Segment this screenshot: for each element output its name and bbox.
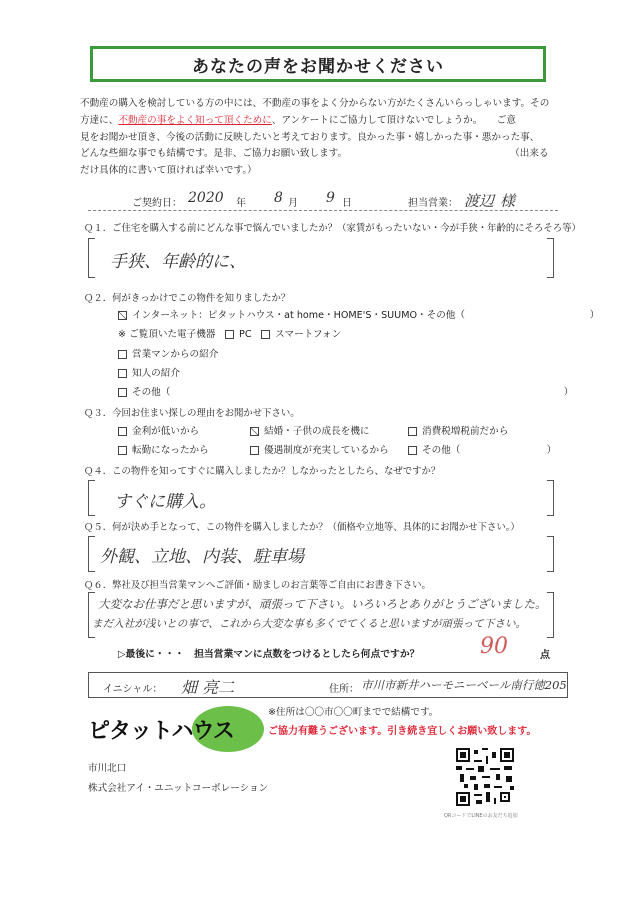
address-value: 市川市新井ハーモニーベール南行徳205	[361, 678, 567, 692]
qr-code-icon[interactable]	[456, 748, 514, 806]
q2-option-sales	[118, 346, 218, 360]
contract-day: 9	[326, 190, 335, 206]
q5-question: Ｑ５．何が決め手となって、この物件を購入しましたか？（価格や立地等、具体的にお聞かせ下さい。）	[84, 522, 520, 533]
q6-answer-line-1: 大変なお仕事だと思いますが、頑張って下さい。いろいろとありがとうございました。	[98, 597, 547, 611]
q3-option-tax	[408, 423, 508, 437]
initial-value: 畑 亮二	[181, 678, 235, 697]
score-value: 90	[480, 634, 508, 659]
score-unit: 点	[540, 650, 550, 661]
q2-question: Ｑ２．何がきっかけでこの物件を知りましたか？	[84, 293, 291, 304]
q1-answer-box	[88, 238, 554, 278]
staff-suffix: 様	[500, 192, 516, 210]
contract-year: 2020	[188, 190, 224, 206]
q6-question: Ｑ６．弊社及び担当営業マンへご評価・励ましのお言葉等ご自由にお書き下さい。	[84, 580, 431, 591]
intro-text	[80, 96, 570, 180]
intro-line-4: どんな些細な事でも結構です。是非、ご協力お願い致します。 （出来る	[80, 148, 549, 160]
q3-option-transfer	[118, 442, 209, 456]
q2-option-internet	[118, 307, 599, 321]
q3-option-marriage	[250, 423, 370, 437]
q3-question: Ｑ３．今回お住まい探しの理由をお聞かせ下さい。	[84, 408, 300, 419]
q2-device-label: ※ ご覧頂いた電子機器	[118, 329, 216, 340]
checkbox-icon	[408, 446, 417, 455]
contract-month: 8	[274, 190, 283, 206]
intro-line-2a: 方達に、	[80, 114, 119, 126]
q2-friend-label: 知人の紹介	[132, 368, 180, 379]
q3-option-benefit	[250, 442, 389, 456]
checkbox-icon	[408, 427, 417, 436]
q3-transfer-label: 転勤になったから	[132, 445, 209, 456]
q3-tax-label: 消費税増税前だから	[422, 426, 509, 437]
qr-caption: QRコードでLINEのお友だち追加	[444, 813, 518, 819]
intro-line-2b: 、アンケートにご協力して頂けないでしょうか。 ご意	[271, 114, 516, 126]
initial-label: イニシャル：	[103, 684, 163, 695]
q4-answer-box	[88, 480, 554, 516]
q5-answer: 外観、立地、内装、駐車場	[100, 547, 304, 567]
q2-device-row	[118, 326, 341, 340]
contract-date-label: ご契約日：	[132, 198, 182, 209]
checkbox-icon	[118, 369, 127, 378]
address-label: 住所：	[329, 684, 359, 695]
day-unit: 日	[342, 198, 352, 209]
score-label: ▷最後に・・・ 担当営業マンに点数をつけるとしたら何点ですか？	[118, 649, 420, 660]
company-name: 株式会社アイ・ユニットコーポレーション	[88, 783, 269, 794]
staff-name: 渡辺	[464, 192, 495, 210]
address-note: ※住所は〇〇市〇〇町までで結構です。	[268, 707, 439, 718]
checkbox-icon	[250, 446, 259, 455]
q2-sales-label: 営業マンからの紹介	[132, 349, 219, 360]
checkbox-checked-icon	[118, 311, 127, 320]
initial-address-box	[88, 672, 568, 698]
q3-rate-label: 金利が低いから	[132, 426, 200, 437]
q2-pc-label: PC	[239, 329, 252, 340]
q3-option-other	[408, 442, 556, 456]
year-unit: 年	[236, 198, 246, 209]
q2-internet-label: インターネット：ピタットハウス・at home・HOME'S・SUUMO・その他（ ）	[132, 310, 600, 321]
checkbox-icon	[118, 388, 127, 397]
checkbox-icon	[118, 350, 127, 359]
staff-label: 担当営業：	[408, 198, 458, 209]
q1-question: Ｑ１．ご住宅を購入する前にどんな事で悩んでいましたか？（家賃がもったいない・今が手狭・年齢的にそろそろ等）	[84, 223, 581, 234]
intro-highlight: 不動産の事をよく知って頂くために	[118, 114, 272, 126]
q2-option-friend	[118, 365, 180, 379]
intro-line-5: だけ具体的に書いて頂ければ幸いです。）	[80, 165, 257, 177]
q2-other-label: その他（ ）	[132, 387, 574, 398]
q6-answer-line-2: まだ入社が浅いとの事で、これから大変な事も多くでてくると思いますが頑張って下さい。	[92, 618, 527, 630]
q3-marriage-label: 結婚・子供の成長を機に	[264, 426, 370, 437]
q1-answer: 手狭、年齢的に、	[110, 252, 246, 272]
intro-line-1: 不動産の購入を検討している方の中には、不動産の事をよく分からない方がたくさんいらっしゃいます。その	[80, 98, 550, 109]
brand-logo-text: ピタットハウス	[88, 719, 234, 744]
q6-answer-box	[88, 592, 554, 638]
month-unit: 月	[288, 198, 298, 209]
checkbox-icon	[225, 330, 234, 339]
checkbox-icon	[261, 330, 270, 339]
contract-row	[88, 190, 558, 211]
q2-option-other	[118, 384, 573, 398]
q3-option-rate	[118, 423, 199, 437]
checkbox-icon	[118, 446, 127, 455]
q5-answer-box	[88, 536, 554, 572]
checkbox-icon	[118, 427, 127, 436]
intro-line-3: 見をお聞かせ頂き、今後の活動に反映したいと考えております。良かった事・嬉しかった事・悪かった事、	[80, 131, 540, 143]
checkbox-checked-icon	[250, 427, 259, 436]
q2-phone-label: スマートフォン	[275, 329, 342, 340]
branch-name: 市川北口	[88, 763, 127, 774]
page-title: あなたの声をお聞かせください	[90, 46, 546, 82]
q3-benefit-label: 優遇制度が充実しているから	[264, 445, 389, 456]
q3-other-label: その他（ ）	[422, 445, 557, 456]
intro-line-2	[80, 113, 570, 130]
q4-answer: すぐに購入。	[114, 492, 216, 512]
q4-question: Ｑ４．この物件を知ってすぐに購入しましたか？しなかったとしたら、なぜですか？	[84, 466, 441, 477]
thanks-message: ご協力有難うございます。引き続き宜しくお願い致します。	[268, 726, 537, 737]
